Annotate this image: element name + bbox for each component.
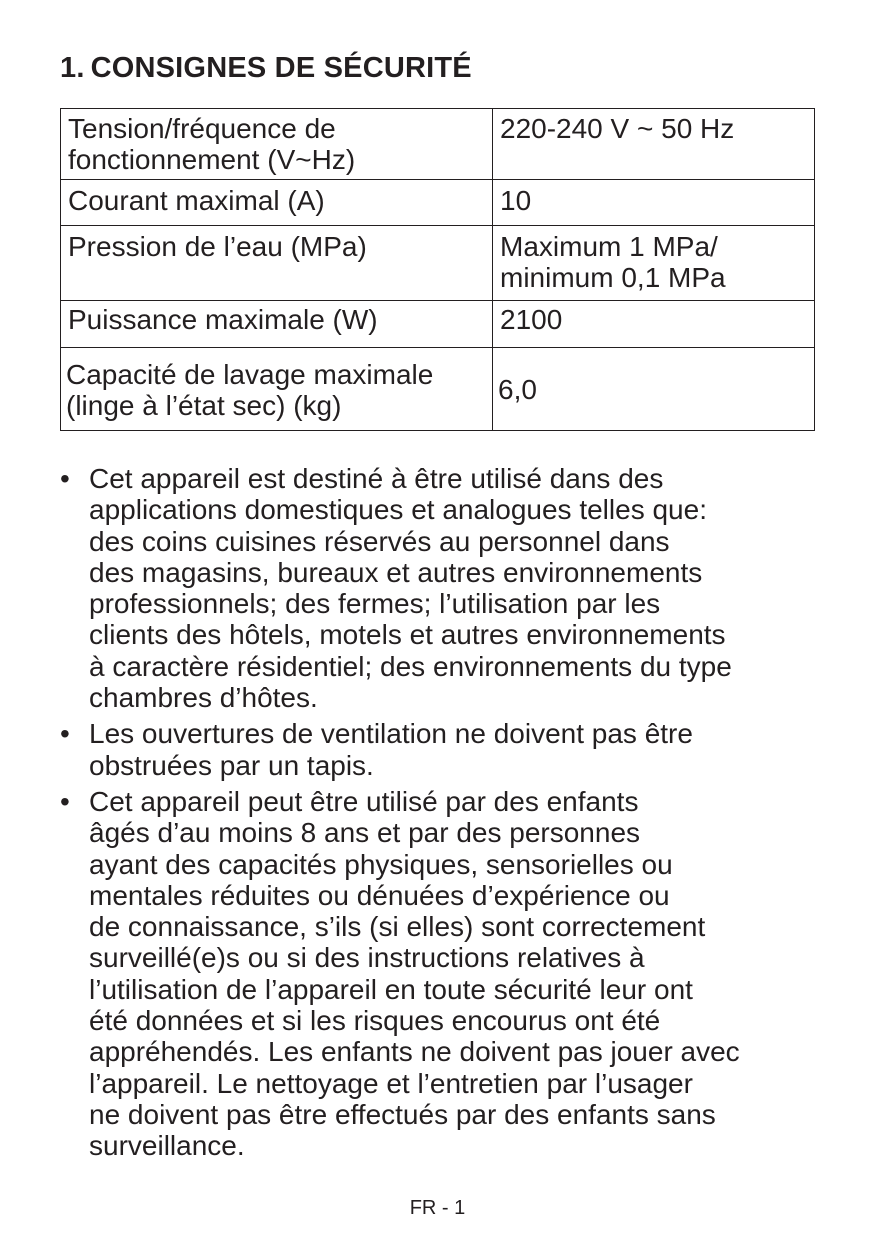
bullet-line: été données et si les risques encourus ont été (89, 1005, 661, 1037)
spec-value: 220-240 V ~ 50 Hz (500, 113, 735, 144)
table-row (61, 226, 815, 301)
spec-label-cell (61, 348, 493, 431)
bullet-line: clients des hôtels, motels et autres environnements (89, 619, 726, 651)
bullet-line: mentales réduites ou dénuées d’expérience ou (89, 879, 670, 911)
spec-label-cell (61, 109, 493, 180)
bullet-line: l’utilisation de l’appareil en toute sécurité leur ont (89, 973, 693, 1005)
spec-label: (linge à l’état sec) (kg) (66, 389, 342, 421)
page-number: FR - 1 (409, 1197, 466, 1219)
bullet-line: surveillance. (89, 1130, 245, 1162)
spec-value: Maximum 1 MPa/ (500, 231, 718, 262)
table-row (61, 301, 815, 348)
spec-label: Courant maximal (A) (68, 185, 325, 216)
table-row (61, 109, 815, 180)
section-title: CONSIGNES DE SÉCURITÉ (90, 52, 472, 84)
spec-value: 6,0 (498, 374, 537, 405)
page-title (60, 52, 472, 85)
bullet-line: l’appareil. Le nettoyage et l’entretien par l’usager (89, 1067, 693, 1099)
bullet-marker: • (60, 718, 70, 750)
spec-value: 10 (500, 185, 532, 216)
bullet-marker: • (60, 785, 70, 817)
spec-label: fonctionnement (V~Hz) (68, 144, 356, 175)
section-number: 1. (60, 52, 85, 84)
bullet-line: applications domestiques et analogues telles que: (89, 494, 707, 526)
bullet-line: professionnels; des fermes; l’utilisation par les (89, 588, 661, 620)
bullet-line: des coins cuisines réservés au personnel dans (89, 525, 670, 557)
list-item (60, 718, 830, 781)
spec-label-cell (61, 180, 493, 226)
spec-label-cell (61, 301, 493, 348)
spec-label: Puissance maximale (W) (68, 304, 378, 335)
safety-instructions-list (60, 463, 830, 1167)
bullet-line: âgés d’au moins 8 ans et par des personnes (89, 817, 641, 849)
bullet-line: à caractère résidentiel; des environnements du type (89, 650, 732, 682)
bullet-line: des magasins, bureaux et autres environnements (89, 556, 703, 588)
table-row (61, 348, 815, 431)
bullet-line: appréhendés. Les enfants ne doivent pas jouer avec (89, 1036, 740, 1068)
spec-value-cell (493, 109, 815, 180)
bullet-line: surveillé(e)s ou si des instructions relatives à (89, 942, 645, 974)
list-item (60, 463, 830, 713)
bullet-line: chambres d’hôtes. (89, 682, 318, 714)
bullet-line: Cet appareil est destiné à être utilisé dans des (89, 463, 664, 494)
specifications-table (60, 108, 815, 431)
bullet-line: ne doivent pas être effectués par des enfants sans (89, 1098, 716, 1130)
spec-value-cell (493, 301, 815, 348)
bullet-line: de connaissance, s’ils (si elles) sont correctement (89, 911, 706, 943)
spec-label: Capacité de lavage maximale (66, 358, 434, 390)
list-item (60, 786, 830, 1162)
spec-value-cell (493, 226, 815, 301)
table-row (61, 180, 815, 226)
bullet-marker: • (60, 463, 70, 494)
spec-value: 2100 (500, 304, 563, 335)
bullet-line: Cet appareil peut être utilisé par des enfants (89, 785, 639, 817)
spec-label: Tension/fréquence de (68, 113, 336, 144)
spec-value: minimum 0,1 MPa (500, 262, 726, 293)
spec-label-cell (61, 226, 493, 301)
spec-value-cell (493, 348, 815, 431)
bullet-line: obstruées par un tapis. (89, 749, 374, 781)
spec-value-cell (493, 180, 815, 226)
spec-label: Pression de l’eau (MPa) (68, 231, 367, 262)
bullet-line: Les ouvertures de ventilation ne doivent pas être (89, 718, 693, 750)
bullet-line: ayant des capacités physiques, sensorielles ou (89, 848, 673, 880)
